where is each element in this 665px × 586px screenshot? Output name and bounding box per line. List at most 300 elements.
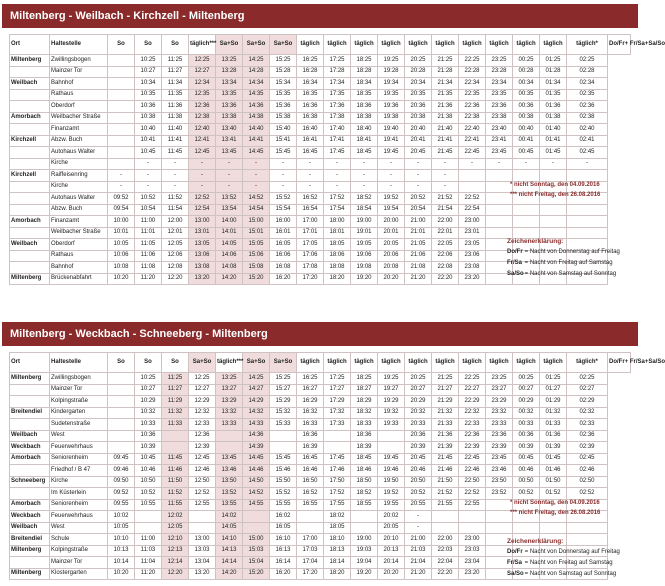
time-cell: - — [162, 181, 189, 193]
time-cell: 12:01 — [162, 227, 189, 239]
time-cell: 16:10 — [270, 534, 297, 546]
time-cell: 02:34 — [567, 78, 608, 90]
time-cell: 13:55 — [216, 499, 243, 511]
time-cell: 19:06 — [351, 250, 378, 262]
time-cell: 21:33 — [432, 419, 459, 431]
time-cell: 19:45 — [378, 147, 405, 159]
time-cell: 16:40 — [297, 124, 324, 136]
time-cell: 17:34 — [324, 78, 351, 90]
column-header: täglich — [324, 35, 351, 55]
time-cell: 22:55 — [459, 499, 486, 511]
place-cell — [10, 250, 50, 262]
time-cell: 11:40 — [162, 124, 189, 136]
time-cell: - — [567, 158, 608, 170]
time-cell: 13:04 — [189, 557, 216, 569]
time-cell — [567, 216, 608, 228]
time-cell: 12:52 — [189, 488, 216, 500]
time-cell — [270, 430, 297, 442]
time-cell: 13:20 — [189, 273, 216, 285]
time-cell: 02:40 — [567, 124, 608, 136]
time-cell: - — [216, 158, 243, 170]
time-cell: 23:20 — [459, 568, 486, 580]
time-cell: 21:38 — [432, 112, 459, 124]
time-cell: 16:20 — [270, 273, 297, 285]
time-cell: 23:06 — [459, 250, 486, 262]
time-cell: 18:20 — [324, 273, 351, 285]
time-cell: 18:05 — [324, 239, 351, 251]
time-cell: 17:35 — [324, 89, 351, 101]
time-cell: 19:46 — [378, 465, 405, 477]
time-cell: 22:50 — [459, 476, 486, 488]
time-cell: 17:40 — [324, 124, 351, 136]
time-cell: 14:46 — [243, 465, 270, 477]
time-cell: 16:08 — [270, 262, 297, 274]
time-cell: 20:34 — [405, 78, 432, 90]
time-cell: 10:36 — [135, 430, 162, 442]
column-header: Haltestelle — [50, 35, 108, 55]
time-cell: 00:46 — [513, 465, 540, 477]
time-cell: 18:45 — [351, 453, 378, 465]
time-cell: - — [405, 511, 432, 523]
time-cell: - — [297, 181, 324, 193]
stop-cell: Weilbacher Straße — [50, 227, 108, 239]
time-cell: 13:54 — [216, 204, 243, 216]
time-cell: 18:06 — [324, 250, 351, 262]
time-cell: - — [324, 170, 351, 182]
place-cell: Weilbach — [10, 430, 50, 442]
time-cell: 22:38 — [459, 112, 486, 124]
time-cell: 16:46 — [297, 465, 324, 477]
column-header: täglich — [297, 353, 324, 373]
column-header: täglich — [540, 353, 567, 373]
time-cell: 12:41 — [189, 135, 216, 147]
time-cell: 11:35 — [162, 89, 189, 101]
time-cell: 02:29 — [567, 396, 608, 408]
table-row — [10, 442, 631, 454]
time-cell: 13:00 — [189, 216, 216, 228]
time-cell: 22:27 — [459, 384, 486, 396]
time-cell: 10:06 — [108, 250, 135, 262]
time-cell: - — [432, 181, 459, 193]
column-header: täglich — [378, 353, 405, 373]
place-cell: Weckbach — [10, 442, 50, 454]
time-cell: 16:25 — [297, 373, 324, 385]
time-cell: 11:06 — [135, 250, 162, 262]
time-cell — [135, 522, 162, 534]
time-cell: 00:35 — [513, 89, 540, 101]
time-cell: 16:20 — [270, 568, 297, 580]
stop-cell: Kirche — [50, 181, 108, 193]
time-cell: 19:00 — [351, 216, 378, 228]
time-cell: 17:06 — [297, 250, 324, 262]
stop-cell: Rathaus — [50, 250, 108, 262]
column-header: Haltestelle — [50, 353, 108, 373]
section-2-title: Miltenberg - Weckbach - Schneeberg - Miltenberg — [2, 322, 638, 346]
time-cell: 16:28 — [297, 66, 324, 78]
time-cell: 01:50 — [540, 476, 567, 488]
time-cell: 23:27 — [486, 384, 513, 396]
time-cell — [459, 511, 486, 523]
time-cell: 10:54 — [135, 204, 162, 216]
legend-item: Sa/So = Nacht von Samstag auf Sonntag — [507, 571, 617, 577]
time-cell — [459, 170, 486, 182]
time-cell — [567, 204, 608, 216]
time-cell: 01:28 — [540, 66, 567, 78]
time-cell: 13:41 — [216, 135, 243, 147]
time-cell: 01:34 — [540, 78, 567, 90]
place-cell: Amorbach — [10, 112, 50, 124]
time-cell: 20:14 — [378, 557, 405, 569]
time-cell: 20:45 — [405, 147, 432, 159]
time-cell: 21:52 — [432, 193, 459, 205]
time-cell: 19:38 — [378, 112, 405, 124]
time-cell: 23:32 — [486, 407, 513, 419]
time-cell: 16:45 — [297, 453, 324, 465]
time-cell — [459, 181, 486, 193]
time-cell: 17:32 — [324, 407, 351, 419]
time-cell: 23:46 — [486, 465, 513, 477]
time-cell: 12:02 — [162, 511, 189, 523]
time-cell: 11:46 — [162, 465, 189, 477]
time-cell: - — [108, 181, 135, 193]
stop-cell: Zwillingsbogen — [50, 373, 108, 385]
time-cell: 18:52 — [351, 488, 378, 500]
time-cell: - — [378, 158, 405, 170]
time-cell: 17:52 — [324, 488, 351, 500]
time-cell: 22:34 — [459, 78, 486, 90]
column-header: So — [108, 35, 135, 55]
column-header: täglich — [405, 35, 432, 55]
time-cell: - — [486, 158, 513, 170]
time-cell: 16:14 — [270, 557, 297, 569]
time-cell: 18:00 — [324, 216, 351, 228]
time-cell — [162, 430, 189, 442]
time-cell: 14:52 — [243, 193, 270, 205]
column-header: täglich — [432, 353, 459, 373]
time-cell: 15:05 — [243, 239, 270, 251]
time-cell: 14:40 — [243, 124, 270, 136]
time-cell: 18:35 — [351, 89, 378, 101]
time-cell: 10:13 — [108, 545, 135, 557]
time-cell: 10:45 — [135, 453, 162, 465]
time-cell — [432, 522, 459, 534]
time-cell: 19:54 — [378, 204, 405, 216]
time-cell: 13:28 — [216, 66, 243, 78]
time-cell — [378, 442, 405, 454]
time-cell: 19:34 — [378, 78, 405, 90]
time-cell: 11:01 — [135, 227, 162, 239]
time-cell: 09:55 — [108, 499, 135, 511]
place-cell: Weilbach — [10, 239, 50, 251]
time-cell: 19:36 — [378, 101, 405, 113]
legend-1 — [507, 236, 620, 280]
time-cell: 10:52 — [135, 193, 162, 205]
time-cell: 22:40 — [459, 124, 486, 136]
time-cell: 14:45 — [243, 453, 270, 465]
time-cell: 15:32 — [270, 407, 297, 419]
time-cell: 02:36 — [567, 430, 608, 442]
column-header: So — [162, 353, 189, 373]
table-row — [10, 135, 631, 147]
time-cell: 18:33 — [351, 419, 378, 431]
time-cell: 17:45 — [324, 147, 351, 159]
time-cell: 19:52 — [378, 193, 405, 205]
time-cell: 21:08 — [405, 262, 432, 274]
time-cell: 00:45 — [513, 147, 540, 159]
time-cell: 15:04 — [243, 557, 270, 569]
place-cell: Miltenberg — [10, 55, 50, 67]
time-cell: 00:36 — [513, 430, 540, 442]
time-cell: 17:03 — [297, 545, 324, 557]
time-cell: 16:05 — [270, 522, 297, 534]
time-cell: 20:20 — [378, 273, 405, 285]
time-cell: 00:38 — [513, 112, 540, 124]
time-cell: 14:38 — [243, 112, 270, 124]
time-cell: 16:39 — [297, 442, 324, 454]
time-cell: 18:01 — [324, 227, 351, 239]
time-cell — [540, 204, 567, 216]
time-cell: 21:03 — [405, 545, 432, 557]
time-cell — [378, 430, 405, 442]
time-cell: 19:03 — [351, 545, 378, 557]
time-cell: 01:32 — [540, 407, 567, 419]
time-cell: 20:05 — [378, 239, 405, 251]
time-cell: 00:39 — [513, 442, 540, 454]
time-cell: 10:05 — [108, 239, 135, 251]
time-cell: 13:25 — [216, 373, 243, 385]
time-cell: 18:02 — [324, 511, 351, 523]
column-header: täglich — [432, 35, 459, 55]
time-cell: 12:45 — [189, 453, 216, 465]
time-cell: 00:25 — [513, 55, 540, 67]
time-cell: 23:00 — [459, 216, 486, 228]
footnote-1b: *** nicht Freitag, den 26.08.2016 — [510, 192, 601, 198]
stop-cell: Finanzamt — [50, 124, 108, 136]
time-cell: 10:14 — [108, 557, 135, 569]
stop-cell: Kolpingstraße — [50, 396, 108, 408]
time-cell — [540, 522, 567, 534]
legend-item: Do/Fr = Nacht von Donnerstag auf Freitag — [507, 249, 620, 255]
time-cell: 22:25 — [459, 55, 486, 67]
time-cell — [513, 216, 540, 228]
time-cell: 18:05 — [324, 522, 351, 534]
time-cell: 17:33 — [324, 419, 351, 431]
time-cell: - — [135, 170, 162, 182]
time-cell — [189, 522, 216, 534]
time-cell: 22:45 — [459, 453, 486, 465]
time-cell: 14:55 — [243, 499, 270, 511]
time-cell: 11:27 — [162, 384, 189, 396]
time-cell: 23:41 — [486, 135, 513, 147]
time-cell: 00:36 — [513, 101, 540, 113]
time-cell — [108, 158, 135, 170]
column-header: Do/Fr+ Fr/Sa+Sa/So — [608, 353, 631, 373]
column-header: täglich — [486, 353, 513, 373]
time-cell: 21:00 — [405, 534, 432, 546]
time-cell: 09:52 — [108, 193, 135, 205]
table-row — [10, 453, 631, 465]
place-cell — [10, 124, 50, 136]
time-cell: 12:10 — [162, 534, 189, 546]
time-cell: 09:52 — [108, 488, 135, 500]
time-cell: 13:34 — [216, 78, 243, 90]
time-cell: 20:54 — [405, 204, 432, 216]
time-cell: 01:45 — [540, 453, 567, 465]
time-cell: 13:20 — [189, 568, 216, 580]
time-cell: 16:52 — [297, 193, 324, 205]
legend-item: Fr/Sa = Nacht von Freitag auf Samstag — [507, 560, 613, 566]
stop-cell: Kirche — [50, 158, 108, 170]
time-cell: 15:46 — [270, 465, 297, 477]
time-cell: 11:52 — [162, 488, 189, 500]
stop-cell: Autohaus Walter — [50, 193, 108, 205]
stop-cell: Friedhof / B 47 — [50, 465, 108, 477]
time-cell: 13:35 — [216, 89, 243, 101]
column-header: Ort — [10, 353, 50, 373]
footnote-2a: * nicht Sonntag, den 04.09.2016 — [510, 500, 600, 506]
table-row — [10, 522, 631, 534]
time-cell: 22:36 — [459, 101, 486, 113]
time-cell: 11:08 — [135, 262, 162, 274]
time-cell: 13:52 — [216, 488, 243, 500]
time-cell: 16:52 — [297, 488, 324, 500]
column-header: Sa+So — [270, 353, 297, 373]
time-cell: 02:38 — [567, 112, 608, 124]
time-cell: - — [243, 181, 270, 193]
time-cell: 22:29 — [459, 396, 486, 408]
time-cell: 10:39 — [135, 442, 162, 454]
time-cell: 15:00 — [243, 216, 270, 228]
place-cell: Schneeberg — [10, 476, 50, 488]
time-cell: 17:08 — [297, 262, 324, 274]
time-cell: 18:54 — [351, 204, 378, 216]
place-cell — [10, 465, 50, 477]
time-cell: 16:00 — [270, 216, 297, 228]
time-cell: 22:28 — [459, 66, 486, 78]
time-cell: 02:28 — [567, 66, 608, 78]
time-cell: 19:20 — [351, 273, 378, 285]
time-cell — [486, 499, 513, 511]
time-cell: 22:25 — [459, 373, 486, 385]
time-cell: 18:34 — [351, 78, 378, 90]
time-cell — [108, 373, 135, 385]
time-cell: 21:32 — [432, 407, 459, 419]
time-cell: 22:32 — [459, 407, 486, 419]
place-cell — [10, 193, 50, 205]
time-cell: 15:52 — [270, 488, 297, 500]
table-row — [10, 124, 631, 136]
time-cell: 21:34 — [432, 78, 459, 90]
time-cell: 00:27 — [513, 384, 540, 396]
time-cell: 02:27 — [567, 384, 608, 396]
time-cell: 12:45 — [189, 147, 216, 159]
time-cell: 11:34 — [162, 78, 189, 90]
legend-item: Sa/So = Nacht von Samstag auf Sonntag — [507, 271, 617, 277]
column-header: täglich* — [567, 35, 608, 55]
time-cell: 23:03 — [459, 545, 486, 557]
time-cell: 12:52 — [189, 193, 216, 205]
time-cell: 22:01 — [432, 227, 459, 239]
time-cell: 21:46 — [432, 465, 459, 477]
time-cell: 23:36 — [486, 430, 513, 442]
time-cell: 16:02 — [270, 511, 297, 523]
time-cell: 20:35 — [405, 89, 432, 101]
time-cell: 12:14 — [162, 557, 189, 569]
time-cell: 12:36 — [189, 430, 216, 442]
time-cell — [135, 511, 162, 523]
time-cell: 14:39 — [243, 442, 270, 454]
time-cell: 19:08 — [351, 262, 378, 274]
time-cell: 23:35 — [486, 89, 513, 101]
time-cell: 16:50 — [297, 476, 324, 488]
time-cell: - — [216, 170, 243, 182]
time-cell: - — [378, 170, 405, 182]
time-cell: 20:32 — [405, 407, 432, 419]
time-cell: 13:46 — [216, 465, 243, 477]
time-cell: 16:41 — [297, 135, 324, 147]
time-cell: 21:45 — [432, 453, 459, 465]
time-cell: 13:01 — [189, 227, 216, 239]
table-row — [10, 396, 631, 408]
time-cell: 18:10 — [324, 534, 351, 546]
time-cell: 23:33 — [486, 419, 513, 431]
time-cell: 19:45 — [378, 453, 405, 465]
place-cell: Breitendiel — [10, 407, 50, 419]
time-cell — [351, 511, 378, 523]
time-cell — [108, 384, 135, 396]
time-cell: 19:00 — [351, 534, 378, 546]
time-cell: 14:10 — [216, 534, 243, 546]
place-cell: Weilbach — [10, 522, 50, 534]
time-cell: 14:35 — [243, 89, 270, 101]
time-cell: 12:55 — [189, 499, 216, 511]
legend-item: Do/Fr = Nacht von Donnerstag auf Freitag — [507, 549, 620, 555]
time-cell: 01:33 — [540, 419, 567, 431]
time-cell: 14:36 — [243, 101, 270, 113]
time-cell: 00:41 — [513, 135, 540, 147]
time-cell: 10:40 — [135, 124, 162, 136]
time-cell: 14:34 — [243, 78, 270, 90]
time-cell: 02:32 — [567, 407, 608, 419]
place-cell — [10, 262, 50, 274]
stop-cell: Abzw. Buch — [50, 204, 108, 216]
table-row — [10, 147, 631, 159]
time-cell: 13:45 — [216, 147, 243, 159]
time-cell: 00:25 — [513, 373, 540, 385]
time-cell: 17:45 — [324, 453, 351, 465]
stop-cell: Schule — [50, 534, 108, 546]
table-row — [10, 55, 631, 67]
column-header: täglich*** — [216, 353, 243, 373]
time-cell: 10:20 — [108, 568, 135, 580]
time-cell: - — [378, 181, 405, 193]
stop-cell: Mainzer Tor — [50, 384, 108, 396]
stop-cell: Abzw. Buch — [50, 135, 108, 147]
time-cell: 15:33 — [270, 419, 297, 431]
time-cell: 11:20 — [135, 273, 162, 285]
time-cell: 13:45 — [216, 453, 243, 465]
time-cell: 20:25 — [405, 373, 432, 385]
time-cell: 15:45 — [270, 147, 297, 159]
time-cell: 11:36 — [162, 101, 189, 113]
time-cell: 15:55 — [270, 499, 297, 511]
time-cell — [243, 522, 270, 534]
time-cell: 01:52 — [540, 488, 567, 500]
time-cell: 00:33 — [513, 419, 540, 431]
time-cell: 21:36 — [432, 101, 459, 113]
time-cell: 13:40 — [216, 124, 243, 136]
time-cell: 21:50 — [432, 476, 459, 488]
